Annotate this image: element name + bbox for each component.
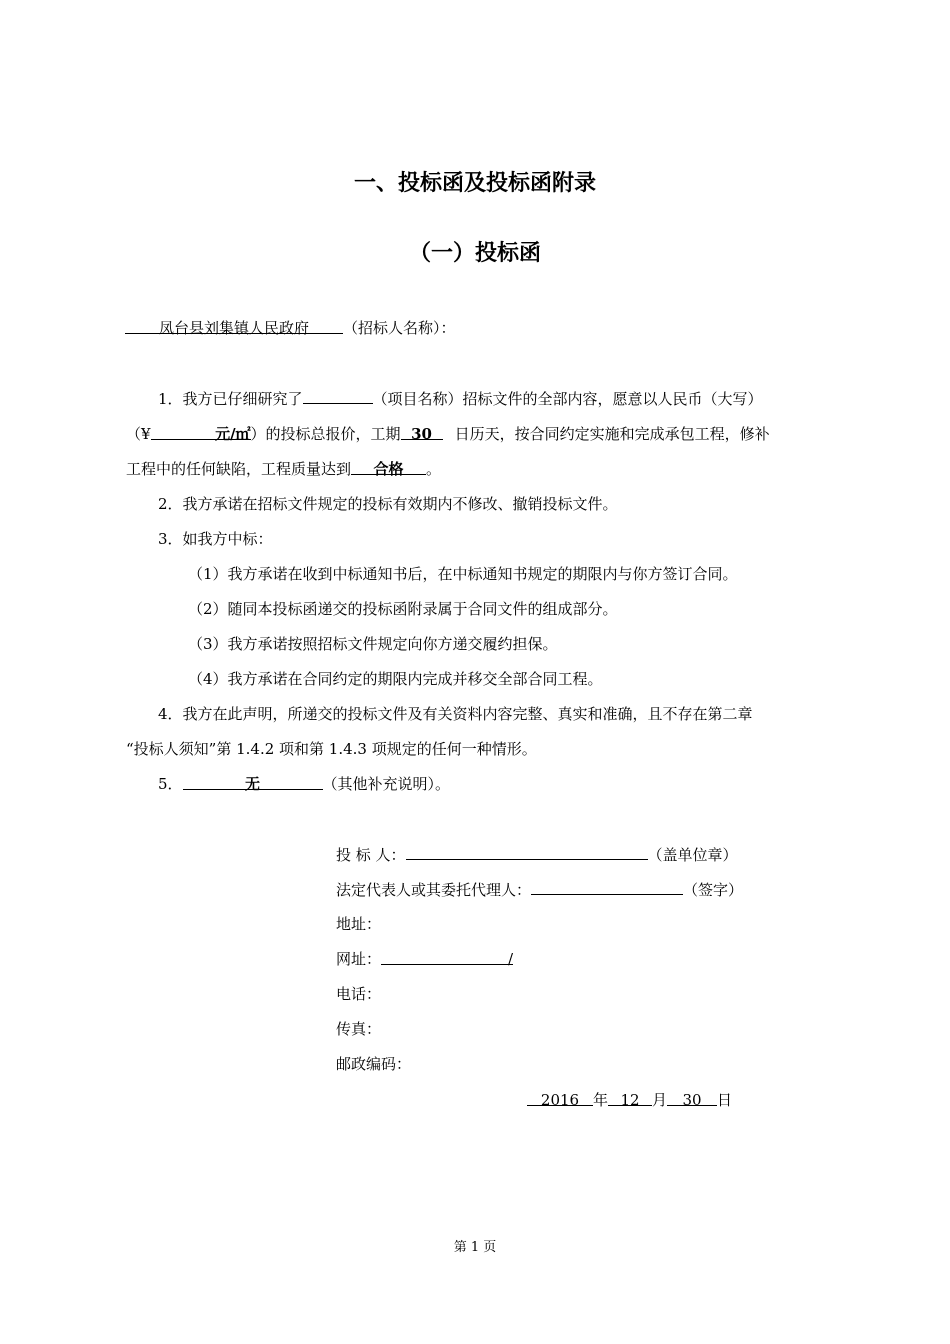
representative-note: （签字） (683, 881, 744, 899)
phone-label: 电话： (336, 985, 382, 1003)
para1-text: 1．我方已仔细研究了 (158, 390, 303, 408)
recipient-line (125, 318, 456, 338)
page-number: 第 1 页 (453, 1240, 497, 1255)
para1-text: 日历天，按合同约定实施和完成承包工程，修补 (454, 425, 770, 443)
para1-text: 工程中的任何缺陷，工程质量达到 (126, 460, 352, 478)
bidder-blank (406, 844, 648, 860)
date-day-unit: 日 (717, 1091, 733, 1109)
sub-item-1: （1）我方承诺在收到中标通知书后，在中标通知书规定的期限内与你方签订合同。 (188, 565, 738, 583)
para1-text: （项目名称）招标文件的全部内容，愿意以人民币（大写） (372, 390, 763, 408)
recipient-suffix: （招标人名称）： (343, 319, 456, 337)
para1-text: 。 (426, 460, 442, 478)
para2: 2．我方承诺在招标文件规定的投标有效期内不修改、撤销投标文件。 (158, 495, 618, 513)
para5-value: 无 (183, 774, 323, 790)
para1-line1 (158, 388, 763, 409)
para4-line1: 4．我方在此声明，所递交的投标文件及有关资料内容完整、真实和准确，且不存在第二章 (158, 705, 753, 723)
price-unit: 元/㎡ (151, 424, 251, 440)
bidder-label: 投 标 人： (336, 846, 406, 864)
para4-line2: “投标人须知”第 1.4.2 项和第 1.4.3 项规定的任何一种情形。 (126, 740, 537, 758)
date-year: 2016 (527, 1090, 593, 1106)
para1-text: ）的投标总报价，工期 (250, 425, 401, 443)
para5 (158, 774, 450, 794)
date-year-unit: 年 (593, 1091, 609, 1109)
quality-level: 合格 (351, 459, 426, 475)
page-title: 一、投标函及投标函附录 (353, 171, 596, 196)
date-day: 30 (667, 1090, 717, 1106)
postcode-label: 邮政编码： (336, 1055, 412, 1073)
date-month-unit: 月 (652, 1091, 668, 1109)
para5-suffix: （其他补充说明）。 (322, 775, 451, 793)
bidder-line (336, 844, 738, 865)
recipient-name: 凤台县刘集镇人民政府 (125, 318, 343, 334)
website-line (336, 949, 513, 969)
date-month: 12 (608, 1090, 652, 1106)
sub-item-3: （3）我方承诺按照招标文件规定向你方递交履约担保。 (188, 635, 558, 653)
representative-line (336, 879, 743, 900)
address-label: 地址： (336, 915, 382, 933)
para3: 3．如我方中标： (158, 530, 273, 548)
section-title: （一）投标函 (408, 241, 541, 266)
construction-period: 30 (401, 424, 443, 440)
date-line (527, 1090, 732, 1110)
para1-line2 (126, 424, 770, 444)
website-label: 网址： (336, 950, 382, 968)
website-value: / (381, 949, 513, 965)
sub-item-2: （2）随同本投标函递交的投标函附录属于合同文件的组成部分。 (188, 600, 618, 618)
para1-line3 (126, 459, 441, 479)
bidder-note: （盖单位章） (647, 846, 738, 864)
project-name-blank (303, 388, 373, 404)
fax-label: 传真： (336, 1020, 382, 1038)
representative-label: 法定代表人或其委托代理人： (336, 881, 532, 899)
sub-item-4: （4）我方承诺在合同约定的期限内完成并移交全部合同工程。 (188, 670, 603, 688)
para5-prefix: 5． (158, 775, 183, 793)
para1-text: （¥ (126, 425, 151, 443)
representative-blank (531, 879, 683, 895)
